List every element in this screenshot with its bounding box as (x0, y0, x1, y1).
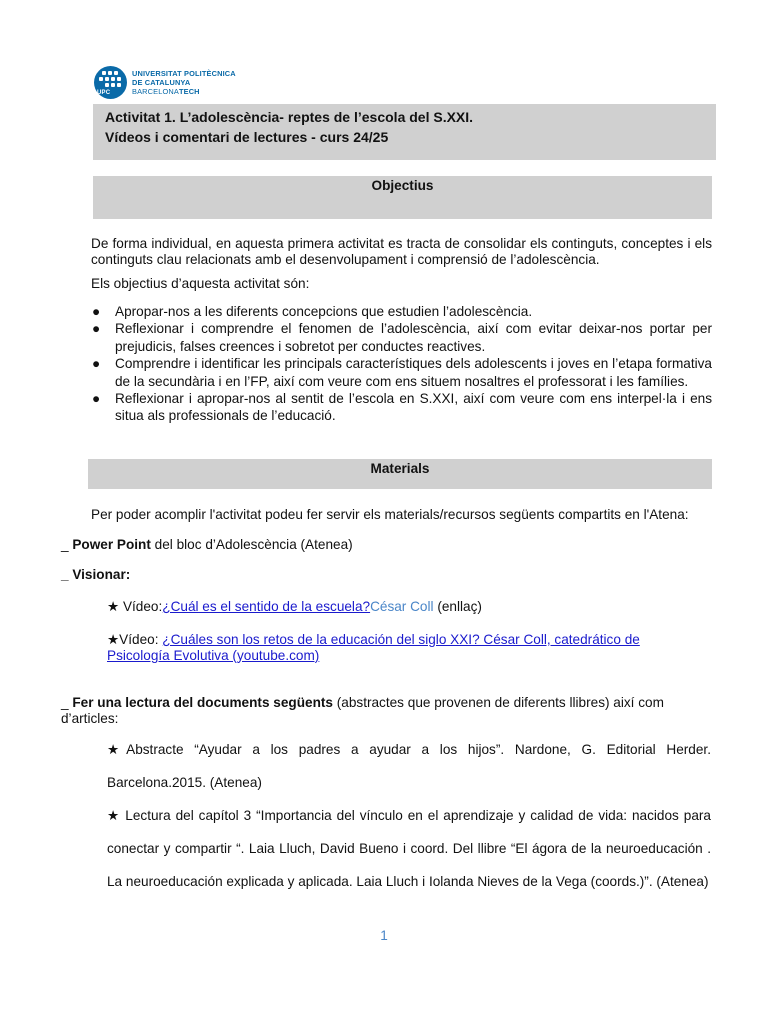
reading-item-1: ★Abstracte “Ayudar a los padres a ayudar a los hijos”. Nardone, G. Editorial Herder. Barcelona.2015. (Atenea) (107, 742, 711, 790)
logo-line-3b: TECH (178, 87, 200, 97)
video-1-link[interactable]: ¿Cuál es el sentido de la escuela? (162, 599, 371, 614)
list-item-text: Apropar-nos a les diferents concepcions que estudien l’adolescència. (115, 304, 533, 319)
video-2-link[interactable]: ¿Cuáles son los retos de la educación del siglo XXI? César Coll, catedrático de Psicología Evolutiva (youtube.com) (107, 632, 640, 663)
bullet-icon: ● (92, 391, 101, 407)
activity-subtitle: Vídeos i comentari de lectures - curs 24/25 (105, 129, 389, 145)
powerpoint-prefix: _ (61, 537, 73, 552)
objectius-lead: Els objectius d’aquesta activitat són: (91, 276, 310, 291)
upc-logo (94, 66, 254, 100)
objectius-list (91, 303, 712, 425)
bullet-icon: ● (92, 321, 101, 337)
powerpoint-rest: del bloc d’Adolescència (Atenea) (150, 537, 353, 552)
logo-wordmark (132, 69, 236, 97)
activity-title-box (93, 104, 716, 160)
list-item (91, 320, 712, 355)
video-2-line (107, 632, 672, 663)
lectures-prefix: _ (61, 695, 73, 710)
materials-heading-box (88, 459, 712, 489)
list-item (91, 355, 712, 390)
video-1-star: ★ Vídeo: (107, 599, 163, 614)
objectius-heading-box (93, 176, 712, 219)
list-item-text: Reflexionar i apropar-nos al sentit de l’escola en S.XXI, així com veure com ens interpel·la i ens situa als professionals de l’educació. (115, 391, 712, 424)
materials-intro: Per poder acomplir l'activitat podeu fer servir els materials/recursos següents compartits en l'Atena: (91, 507, 689, 522)
video-1-suffix: (enllaç) (433, 599, 482, 614)
logo-line-2: DE CATALUNYA (132, 78, 191, 88)
objectius-intro: De forma individual, en aquesta primera activitat es tracta de consolidar els continguts, conceptes i els continguts clau relacionats amb el desenvolupament i comprensió de l’adolescència. (91, 236, 712, 267)
bullet-icon: ● (92, 304, 101, 319)
powerpoint-line (61, 537, 721, 553)
objectius-heading: Objectius (371, 178, 434, 193)
materials-heading: Materials (370, 461, 430, 476)
list-item (91, 303, 712, 320)
lectures-bold: Fer una lectura del documents següents (72, 695, 333, 710)
list-item-text: Reflexionar i comprendre el fenomen de l’adolescència, així com evitar deixar-nos portar per prejudicis, falses creences i sobretot per conductes reactives. (115, 321, 712, 354)
video-1-author: César Coll (370, 599, 434, 614)
video-2-star: ★Vídeo: (107, 632, 163, 647)
upc-logo-mark-icon (94, 66, 127, 99)
powerpoint-bold: Power Point (72, 537, 151, 552)
list-item (91, 390, 712, 425)
logo-line-3 (132, 87, 236, 96)
visionar-label (61, 567, 361, 583)
lectures-rest: (abstractes que provenen de diferents llibres) així com d’articles: (61, 695, 664, 726)
logo-mark-label: UPC (97, 90, 111, 96)
reading-item-2: ★ Lectura del capítol 3 “Importancia del vínculo en el aprendizaje y calidad de vida: nacidos para conectar y compartir “. Laia Lluch, David Bueno i coord. Del llibre “El ágora de la neuroeducación . La neuroeducación explicada y aplicada. Laia Lluch i Iolanda Nieves de la Vega (coords.)”. (Atenea) (107, 808, 711, 889)
page-number: 1 (380, 928, 388, 943)
logo-line-3a: BARCELONA (132, 87, 179, 97)
bullet-icon: ● (92, 356, 101, 372)
video-1-line (107, 599, 727, 615)
activity-title: Activitat 1. L’adolescència- reptes de l’escola del S.XXI. (105, 109, 474, 125)
list-item-text: Comprendre i identificar les principals característiques dels adolescents i joves en l’etapa formativa de la secundària i en l’FP, així com veure com ens situem nosaltres el professorat i les famílies. (115, 356, 712, 389)
visionar-label-text: _ Visionar: (61, 567, 131, 582)
lectures-line (61, 695, 701, 727)
logo-line-1: UNIVERSITAT POLITÈCNICA (132, 69, 236, 78)
